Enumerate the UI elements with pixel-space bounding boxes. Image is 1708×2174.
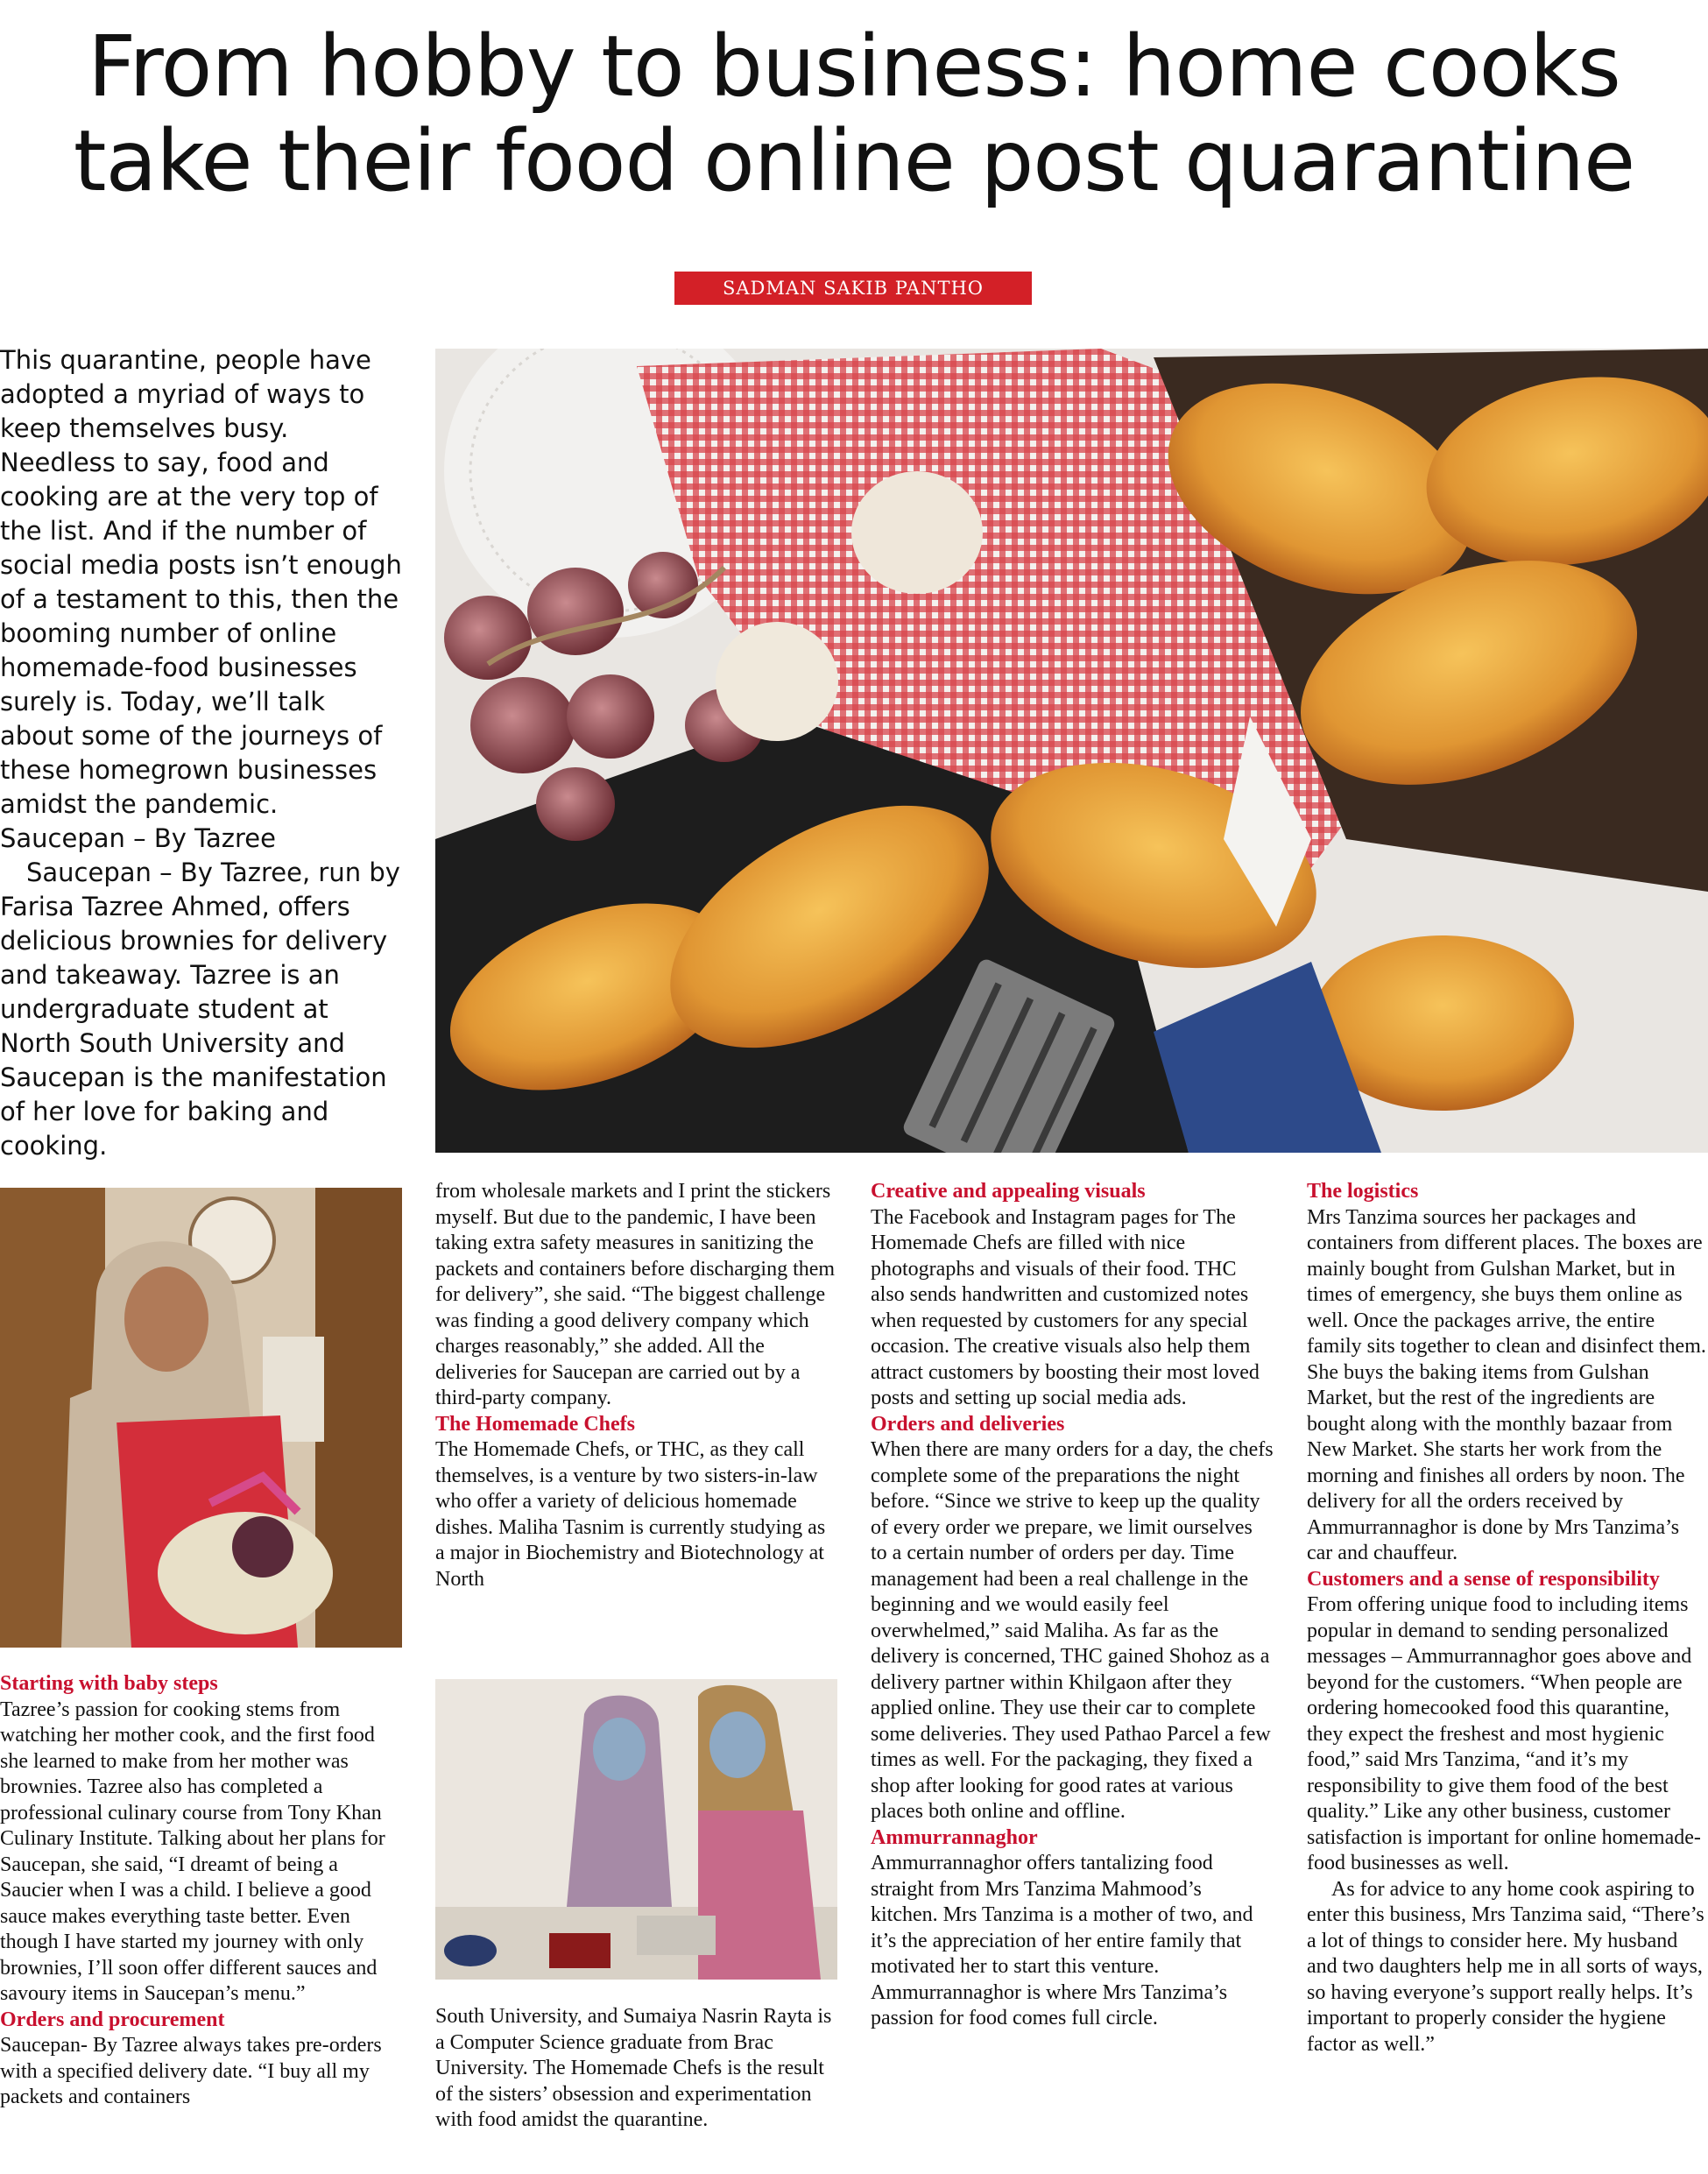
col2-paragraph-1: from wholesale markets and I print the stickers myself. But due to the pandemic, I have been taking extra safety measures in sanitizing the packets and containers before discharging them for delivery”, she said. “The biggest challenge was finding a good delivery company which charges reasonably,” she added. All the deliveries for Saucepan are carried out by a third-party company. — [435, 1180, 836, 1409]
col3-paragraph-2: When there are many orders for a day, the chefs complete some of the preparations the night before. “Since we strive to keep up the quality of every order we prepare, we limit ourselves to a certain number of orders per day. Time management had been a real challenge in the beginning and we would easily feel overwhelmed,” said Maliha. As far as the delivery is concerned, THC gained Shohoz as a delivery partner within Khilgaon after they applied online. They use their car to complete some deliveries. They used Pathao Parcel a few times as well. For the packaging, they fixed a shop after looking for good rates at various places both online and offline. — [871, 1438, 1274, 1823]
subhead-starting-with-baby-steps: Starting with baby steps — [0, 1672, 218, 1695]
headline — [0, 19, 1708, 208]
column-3 — [871, 1179, 1274, 2032]
col4-paragraph-3: As for advice to any home cook aspiring to enter this business, Mrs Tanzima said, “There’s a lot of things to consider here. My husband and two daughters help me in all sorts of ways, so having everyone’s support really helps. It’s important to properly consider the hygiene factor as well.” — [1307, 1877, 1704, 2056]
headline-line-1: From hobby to business: home cooks — [88, 18, 1620, 116]
subhead-orders-and-procurement: Orders and procurement — [0, 2008, 225, 2031]
tazree-mother-photo — [0, 1188, 402, 1648]
lead-paragraphs — [0, 343, 403, 1163]
col3-paragraph-3: Ammurrannaghor offers tantalizing food straight from Mrs Tanzima Mahmood’s kitchen. Mrs Tanzima is a mother of two, and it’s the appreciation of her entire family that motivated her to start this venture. Ammurrannaghor is where Mrs Tanzima’s passion for food comes full circle. — [871, 1852, 1253, 2029]
main-food-photo — [435, 349, 1708, 1153]
woman-with-gift-basket-illustration — [0, 1188, 402, 1648]
subhead-ammurrannaghor: Ammurrannaghor — [871, 1825, 1038, 1849]
col3-paragraph-1: The Facebook and Instagram pages for The Homemade Chefs are filled with nice photographs and visuals of their food. THC also sends handwritten and customized notes when requested by customers for any special occasion. The creative visuals also help them attract customers by boosting their most loved posts and setting up social media ads. — [871, 1205, 1260, 1409]
subhead-customers-and-responsibility: Customers and a sense of responsibility — [1307, 1567, 1660, 1591]
lead-paragraph-2: Saucepan – By Tazree, run by Farisa Tazree Ahmed, offers delicious brownies for delivery and takeaway. Tazree is an undergraduate student at North South University and Saucepan is the manifestation of her love for baking and cooking. — [0, 858, 400, 1161]
byline: SADMAN SAKIB PANTHO — [674, 272, 1032, 305]
homemade-chefs-photo — [435, 1679, 837, 1980]
col4-paragraph-2: From offering unique food to including items popular in demand to sending personalized messages – Ammurrannaghor goes above and beyond for the customers. “When people are ordering homecooked food this quarantine, they expect the freshest and most hygienic food,” said Mrs Tanzima, “and it’s my responsibility to give them food of the best quality.” Like any other business, customer satisfaction is important for online homemade-food businesses as well. — [1307, 1593, 1701, 1874]
subhead-orders-and-deliveries: Orders and deliveries — [871, 1412, 1065, 1436]
bread-rolls-illustration — [435, 349, 1708, 1153]
subhead-creative-and-appealing-visuals: Creative and appealing visuals — [871, 1180, 1146, 1203]
column-2-top — [435, 1179, 838, 1592]
col2-paragraph-2: The Homemade Chefs, or THC, as they call themselves, is a venture by two sisters-in-law who offer a variety of delicious homemade dishes. Maliha Tasnim is currently studying as a major in Biochemistry and Biotechnology at North — [435, 1438, 826, 1591]
column-4 — [1307, 1179, 1708, 2058]
col1-paragraph-1: Tazree’s passion for cooking stems from watching her mother cook, and the first food she learned to make from her mother was brownies. Tazree also has completed a professional culinary course from Tony Khan Culinary Institute. Talking about her plans for Saucepan, she said, “I dreamt of being a Saucier when I was a child. I believe a good sauce makes everything taste better. Even though I have started my journey with only brownies, I’ll soon offer different sauces and savoury items in Saucepan’s menu.” — [0, 1698, 385, 2005]
col1-paragraph-2: Saucepan- By Tazree always takes pre-orders with a specified delivery date. “I buy all my packets and containers — [0, 2034, 382, 2108]
col2-paragraph-3: South University, and Sumaiya Nasrin Rayta is a Computer Science graduate from Brac University. The Homemade Chefs is the result of the sisters’ obsession and experimentation with food amidst the quarantine. — [435, 2005, 832, 2131]
lead-paragraph-1: This quarantine, people have adopted a myriad of ways to keep themselves busy. Needless to say, food and cooking are at the very top of the list. And if the number of social media posts isn’t enough of a testament to this, then the booming number of online homemade-food businesses surely is. Today, we’ll talk about some of the journeys of these homegrown businesses amidst the pandemic. Saucepan – By Tazree — [0, 345, 402, 853]
column-2-bottom — [435, 2004, 838, 2134]
headline-line-2: take their food online post quarantine — [73, 112, 1635, 210]
women-preparing-food-illustration — [435, 1679, 837, 1980]
column-1 — [0, 1671, 401, 2111]
subhead-the-homemade-chefs: The Homemade Chefs — [435, 1412, 635, 1436]
subhead-the-logistics: The logistics — [1307, 1180, 1419, 1203]
col4-paragraph-1: Mrs Tanzima sources her packages and containers from different places. The boxes are mainly bought from Gulshan Market, but in times of emergency, she buys them online as well. Once the packages arrive, the entire family sits together to clean and disinfect them. She buys the baking items from Gulshan Market, but the rest of the ingredients are bought along with the monthly bazaar from New Market. She starts her work from the morning and finishes all orders by noon. The delivery for all the orders received by Ammurrannaghor is done by Mrs Tanzima’s car and chauffeur. — [1307, 1205, 1706, 1564]
